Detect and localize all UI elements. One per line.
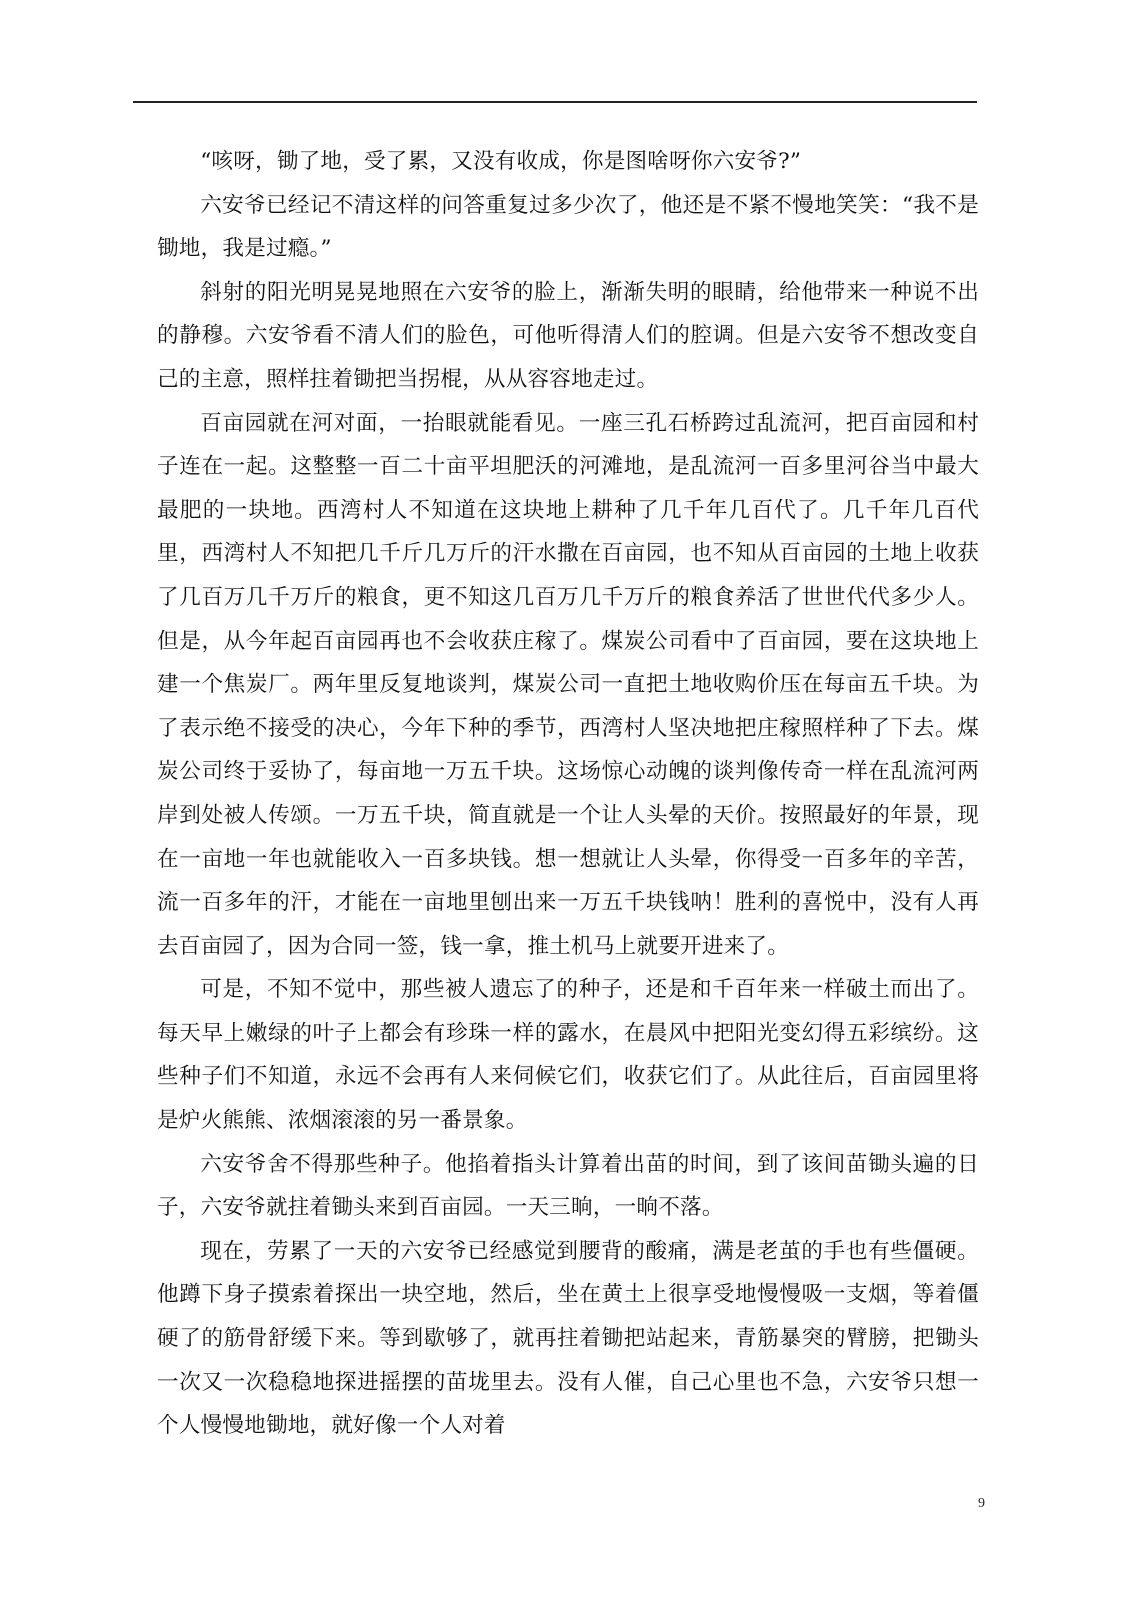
paragraph: 可是，不知不觉中，那些被人遗忘了的种子，还是和千百年来一样破土而出了。每天早上嫩绿的叶子上都会有珍珠一样的露水，在晨风中把阳光变幻得五彩缤纷。这些种子们不知道，永远不会再有人来伺候它们，收获它们了。从此往后，百亩园里将是炉火熊熊、浓烟滚滚的另一番景象。 (157, 977, 979, 1134)
paragraph: 六安爷舍不得那些种子。他掐着指头计算着出苗的时间，到了该间苗锄头遍的日子，六安爷就拄着锄头来到百亩园。一天三晌，一晌不落。 (157, 1151, 979, 1221)
body-text (157, 140, 979, 1460)
paragraph: 现在，劳累了一天的六安爷已经感觉到腰背的酸痛，满是老茧的手也有些僵硬。他蹲下身子摸索着探出一块空地，然后，坐在黄土上很享受地慢慢吸一支烟，等着僵硬了的筋骨舒缓下来。等到歇够了，就再拄着锄把站起来，青筋暴突的臂膀，把锄头一次又一次稳稳地探进摇摆的苗垅里去。没有人催，自己心里也不急，六安爷只想一个人慢慢地锄地，就好像一个人对着 (157, 1238, 979, 1439)
paragraph: 六安爷已经记不清这样的问答重复过多少次了，他还是不紧不慢地笑笑：“我不是锄地，我是过瘾。” (157, 192, 979, 262)
paragraph: 百亩园就在河对面，一抬眼就能看见。一座三孔石桥跨过乱流河，把百亩园和村子连在一起。这整整一百二十亩平坦肥沃的河滩地，是乱流河一百多里河谷当中最大最肥的一块地。西湾村人不知道在这块地上耕种了几千年几百代了。几千年几百代里，西湾村人不知把几千斤几万斤的汗水撒在百亩园，也不知从百亩园的土地上收获了几百万几千万斤的粮食，更不知这几百万几千万斤的粮食养活了世世代代多少人。但是，从今年起百亩园再也不会收获庄稼了。煤炭公司看中了百亩园，要在这块地上建一个焦炭厂。两年里反复地谈判，煤炭公司一直把土地收购价压在每亩五千块。为了表示绝不接受的决心，今年下种的季节，西湾村人坚决地把庄稼照样种了下去。煤炭公司终于妥协了，每亩地一万五千块。这场惊心动魄的谈判像传奇一样在乱流河两岸到处被人传颂。一万五千块，简直就是一个让人头晕的天价。按照最好的年景，现在一亩地一年也就能收入一百多块钱。想一想就让人头晕，你得受一百多年的辛苦，流一百多年的汗，才能在一亩地里刨出来一万五千块钱呐！胜利的喜悦中，没有人再去百亩园了，因为合同一签，钱一拿，推土机马上就要开进来了。 (157, 410, 979, 959)
page-number: 9 (978, 1496, 985, 1511)
paragraph: “咳呀，锄了地，受了累，又没有收成，你是图啥呀你六安爷?” (200, 149, 802, 174)
paragraph: 斜射的阳光明晃晃地照在六安爷的脸上，渐渐失明的眼睛，给他带来一种说不出的静穆。六安爷看不清人们的脸色，可他听得清人们的腔调。但是六安爷不想改变自己的主意，照样拄着锄把当拐棍，从从容容地走过。 (157, 279, 979, 392)
header-rule (133, 101, 977, 103)
